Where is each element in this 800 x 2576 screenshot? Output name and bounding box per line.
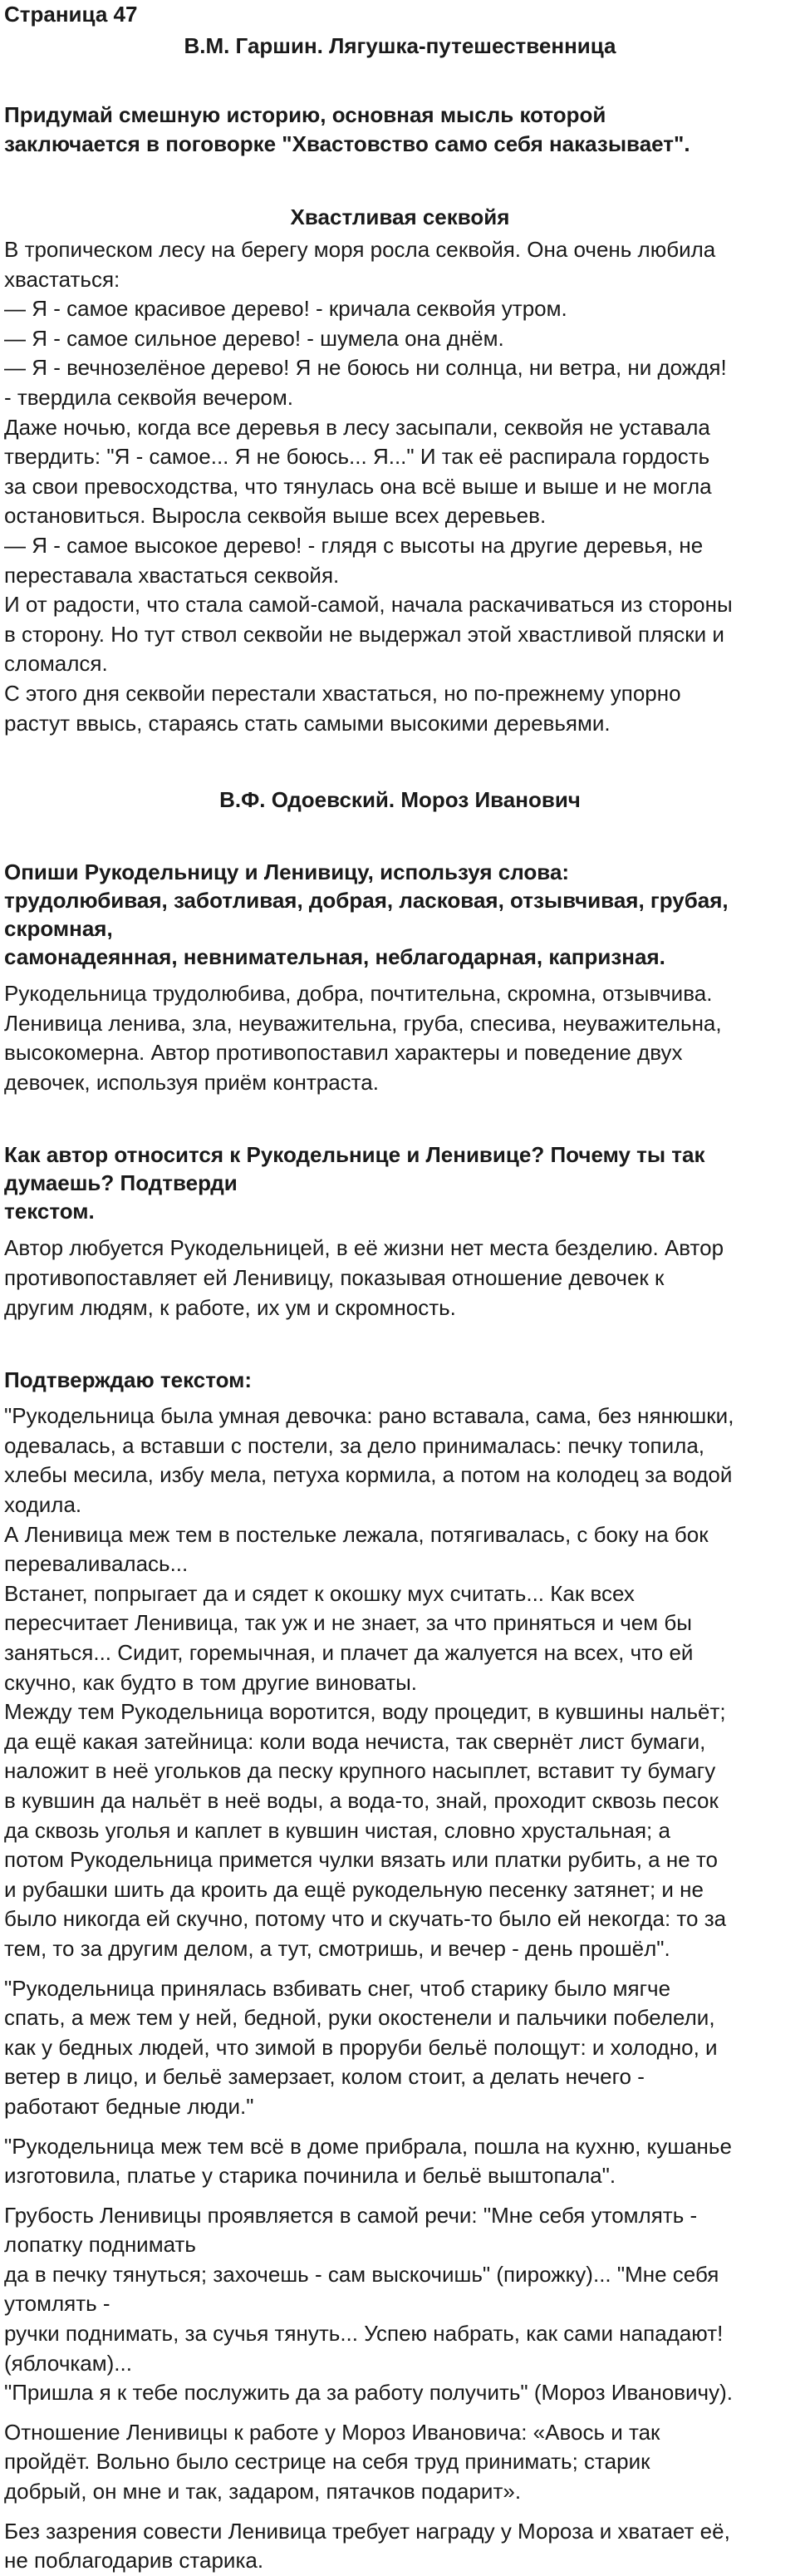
page-number: Страница 47: [4, 2, 138, 27]
quote-rukodelnitsa-day: "Рукодельница была умная девочка: рано вставала, сама, без нянюшки, одевалась, а вставши с постели, за дело принималась: печку топила, хлебы месила, избу мела, петуха кормила, а потом на колодец за водой ходила. А Ленивица меж тем в постельке лежала, потягивалась, с боку на бок перевaливалась... Встанет, попрыгает да и сядет к окошку мух считать... Как всех пересчитает Ленивица, так уж и не знает, за что приняться и чем бы заняться... Сидит, горемычная, и плачет да жалуется на всех, что ей скучно, как будто в том другие виноваты. Между тем Рукодельница воротится, воду процедит, в кувшины нальёт; да ещё какая затейница: коли вода нечиста, так свернёт лист бумаги, наложит в неё угольков да песку крупного насыплет, вставит ту бумагу в кувшин да нальёт в неё воды, а вода-то, знай, проходит сквозь песок да сквозь уголья и каплет в кувшин чистая, словно хрустальная; а потом Рукодельница примется чулки вязать или платки рубить, а не то и рубашки шить да кроить да ещё рукодельную песенку затянет; и не было никогда ей скучно, потому что и скучать-то было ей некогда: то за тем, то за другим делом, а тут, смотришь, и вечер - день прошёл".: [4, 1403, 734, 1961]
story-title: Хвастливая секвойя: [290, 204, 510, 229]
question-describe-girls: Опиши Рукодельницу и Ленивицу, используя слова: трудолюбивая, заботливая, добрая, ласковая, отзывчивая, грубая, скромная, самонадеянная, невнимательная, неблагодарная, капризная.: [4, 859, 729, 970]
story-text: В тропическом лесу на берегу моря росла секвойя. Она очень любила хвастаться: — Я - самое красивое дерево! - кричала секвойя утром. — Я - самое сильное дерево! - шумела она днём. — Я - вечнозелёное дерево! Я не боюсь ни солнца, ни ветра, ни дождя! - твердила секвойя вечером. Даже ночью, когда все деревья в лесу засыпали, секвойя не уставала твердить: "Я - самое... Я не боюсь... Я..." И так её распирала гордость за свои превосходства, что тянулась она всё выше и выше и не могла остановиться. Выросла секвойя выше всех деревьев. — Я - самое высокое дерево! - глядя с высоты на другие деревья, не переставала хвастаться секвойя. И от радости, что стала самой-самой, начала раскачиваться из стороны в сторону. Но тут ствол секвойи не выдержал этой хвастливой пляски и сломался. С этого дня секвойи перестали хвастаться, но по-прежнему упорно растут ввысь, стараясь стать самыми высокими деревьями.: [4, 237, 733, 736]
question-funny-story: Придумай смешную историю, основная мысль которой заключается в поговорке "Хвастовство само себя наказывает".: [4, 102, 690, 156]
section-title-garshin: В.М. Гаршин. Лягушка-путешественница: [184, 33, 616, 58]
question-author-attitude: Как автор относится к Рукодельнице и Ленивице? Почему ты так думаешь? Подтверди текстом.: [4, 1142, 705, 1224]
confirm-heading: Подтверждаю текстом:: [4, 1367, 253, 1393]
quote-attitude-work: Отношение Ленивицы к работе у Мороз Ивановича: «Авось и так пройдёт. Вольно было сестрице на себя труд принимать; старик добрый, он мне и так, задаром, пятачков подарит».: [4, 2419, 660, 2505]
quote-housework: "Рукодельница меж тем всё в доме прибрала, пошла на кухню, кушанье изготовила, платье у старика починила и бельё выштопала".: [4, 2133, 732, 2189]
quote-snow: "Рукодельница принялась взбивать снег, чтоб старику было мягче спать, а меж тем у ней, бедной, руки окостенели и пальчики побелели, как у бедных людей, что зимой в проруби бельё полощут: и холодно, и ветер в лицо, и бельё замерзает, колом стоит, а делать нечего - работают бедные люди.": [4, 1975, 718, 2119]
section-title-odoevsky: В.Ф. Одоевский. Мороз Иванович: [219, 787, 581, 813]
answer-describe-girls: Рукодельница трудолюбива, добра, почтительна, скромна, отзывчива. Ленивица ленива, зла, неуважительна, груба, спесива, неуважительна, высокомерна. Автор противопоставил характеры и поведение двух девочек, используя приём контраста.: [4, 981, 722, 1095]
quote-reward: Без зазрения совести Ленивица требует награду у Мороза и хватает её, не поблагодарив старика.: [4, 2518, 730, 2574]
quote-rudeness: Грубость Ленивицы проявляется в самой речи: "Мне себя утомлять - лопатку поднимать да в печку тянуться; захочешь - сам выскочишь" (пирожку)... "Мне себя утомлять - ручки поднимать, за сучья тянуть... Успею набрать, как сами нападают! (яблочкам)... "Пришла я к тебе послужить да за работу получить" (Мороз Ивановичу).: [4, 2202, 733, 2406]
answer-author-attitude: Автор любуется Рукодельницей, в её жизни нет места безделию. Автор противопоставляет ей Ленивицу, показывая отношение девочек к другим людям, к работе, их ум и скромность.: [4, 1235, 724, 1320]
